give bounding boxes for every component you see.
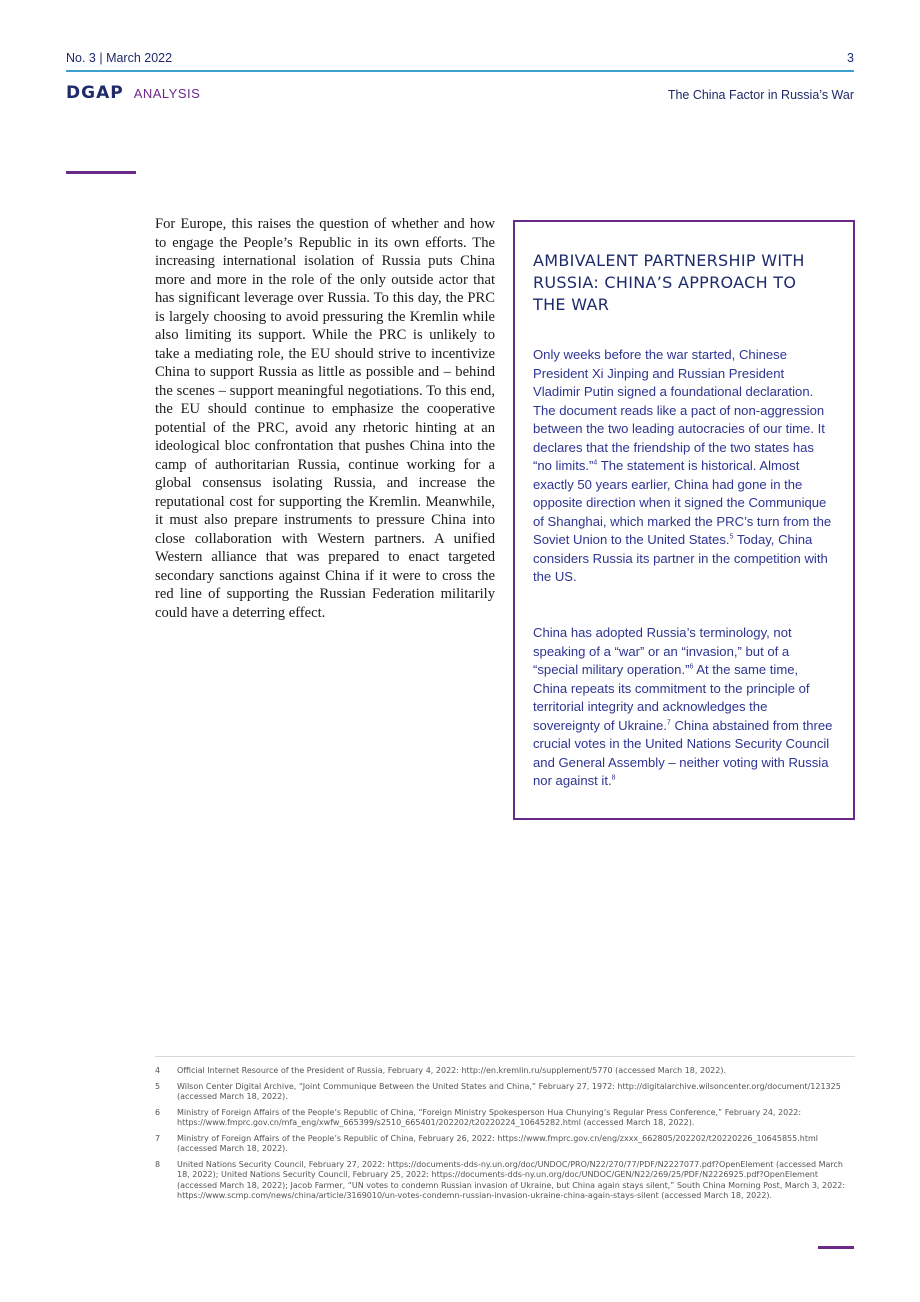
accent-bar-bottom — [818, 1246, 854, 1249]
footnote — [155, 1108, 855, 1129]
sidebar-text: China abstained from three crucial votes in the United Nations Security Council and General Assembly – neither voting with Russia nor against it. — [533, 717, 833, 788]
sidebar-title: AMBIVALENT PARTNERSHIP WITH RUSSIA: CHINA’S APPROACH TO THE WAR — [533, 251, 805, 314]
footnote-number: 7 — [155, 1133, 161, 1143]
footnote-text: Official Internet Resource of the President of Russia, February 4, 2022: http://en.kremlin.ru/supplement/5770 (accessed March 18, 2022). — [177, 1066, 726, 1075]
footnotes — [155, 1066, 855, 1207]
footnote — [155, 1066, 855, 1077]
footnote-ref: 5 — [729, 533, 734, 541]
sidebar-text: The statement is historical. Almost exactly 50 years earlier, China had gone in the opposite direction when it signed the Communique of Shanghai, which marked the PRC’s turn from the Soviet Union to the United States. — [533, 458, 832, 547]
footnote-text: Wilson Center Digital Archive, “Joint Communique Between the United States and China,” February 27, 1972: http://digitalarchive.wilsoncenter.org/document/121325 (accessed March 18, 2022). — [177, 1081, 841, 1101]
page-number: 3 — [847, 51, 854, 65]
footnote-ref: 4 — [593, 459, 598, 467]
sidebar-box — [513, 220, 855, 820]
sidebar-text: China has adopted Russia’s terminology, not speaking of a “war” or an “invasion,” but of a “special military operation.” — [533, 625, 792, 677]
sidebar-text: At the same time, China repeats its commitment to the principle of territorial integrity and acknowledges the sovereignty of Ukraine. — [533, 662, 810, 733]
body-paragraph: For Europe, this raises the question of whether and how to engage the People’s Republic in its own efforts. The increasing international isolation of Russia puts China more and more in the role of the only outside actor that has significant leverage over Russia. To this day, the PRC is largely choosing to avoid pressuring the Kremlin while also limiting its support. While the PRC is unlikely to take a mediating role, the EU should strive to incentivize China to support Russia as little as possible and – behind the scenes – support meaningful negotiations. To this end, the EU should continue to emphasize the cooperative potential of the PRC, avoid any rhetoric hinting at an ideological bloc confrontation that pushes China into the camp of authoritarian Russia, continue working for a global consensus isolating Russia, and increase the reputational cost for supporting the Kremlin. Meanwhile, it must also prepare instruments to pressure China into close collaboration with Western partners. A unified Western alliance that was prepared to enact targeted secondary sanctions against China if it were to cross the red line of supporting the Russian Federation militarily could have a deterring effect. — [155, 216, 495, 621]
accent-bar — [66, 171, 136, 174]
footnote-rule — [155, 1056, 855, 1057]
page-header — [66, 51, 854, 67]
dgap-logo: DGAP — [66, 83, 124, 103]
footnote — [155, 1134, 855, 1155]
header-rule — [66, 70, 854, 72]
footnote-ref: 6 — [689, 663, 694, 671]
footnote — [155, 1082, 855, 1103]
sidebar-paragraph — [533, 624, 833, 791]
footnote-ref: 7 — [666, 719, 671, 727]
footnote-text: United Nations Security Council, February 27, 2022: https://documents-dds-ny.un.org/doc/UNDOC/PRO/N22/270/77/PDF/N2227077.pdf?OpenElement (accessed March 18, 2022); United Nations Security Council, February 25, 2022: https://documents-dds-ny.un.org/doc/UNDOC/GEN/N22/269/25/PDF/N2226925.pdf?OpenElement (accessed March 18, 2022); Jacob Farmer, “UN votes to condemn Russian invasion of Ukraine, but China again stays silent,” South China Morning Post, March 3, 2022: https://www.scmp.com/news/china/article/3169010/un-votes-condemn-russian-invasion-ukraine-china-again-stays-silent (accessed March 18, 2022). — [177, 1159, 846, 1200]
issue-label: No. 3 | March 2022 — [66, 51, 173, 65]
footnote — [155, 1160, 855, 1202]
footnote-ref: 8 — [611, 774, 616, 782]
sidebar-text: Today, China considers Russia its partner in the competition with the US. — [533, 532, 828, 584]
sidebar-text: Only weeks before the war started, Chinese President Xi Jinping and Russian President Vladimir Putin signed a foundational declaration. The document reads like a pact of non-aggression between the two leading autocracies of our time. It declares that the friendship of the two states has “no limits.” — [533, 347, 825, 473]
footnote-text: Ministry of Foreign Affairs of the People’s Republic of China, February 26, 2022: https://www.fmprc.gov.cn/eng/zxxx_662805/202202/t20220226_10645855.html (accessed March 18, 2022). — [177, 1133, 818, 1153]
footnote-number: 6 — [155, 1107, 161, 1117]
footnote-number: 5 — [155, 1081, 161, 1091]
footnote-number: 8 — [155, 1159, 161, 1169]
section-label: ANALYSIS — [133, 85, 201, 101]
running-title: The China Factor in Russia’s War — [667, 88, 854, 102]
brand — [66, 84, 200, 102]
footnote-text: Ministry of Foreign Affairs of the People’s Republic of China, “Foreign Ministry Spokesperson Hua Chunying’s Regular Press Conference,” February 24, 2022: https://www.fmprc.gov.cn/mfa_eng/xwfw_665399/s2510_665401/202202/t20220224_10645282.html (accessed March 18, 2022). — [177, 1107, 802, 1127]
footnote-number: 4 — [155, 1066, 161, 1075]
sidebar-paragraph — [533, 346, 833, 587]
